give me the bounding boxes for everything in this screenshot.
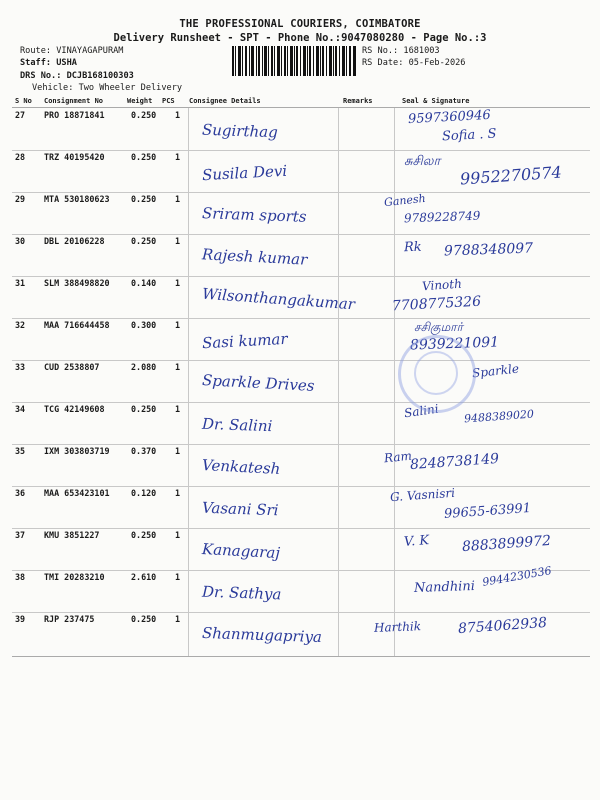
row-consignment: TCG 42149608 (44, 404, 105, 414)
table-row (12, 528, 590, 571)
rs-date: RS Date: 05-Feb-2026 (362, 58, 466, 68)
row-signature: Rk (403, 239, 422, 256)
row-signature: Sparkle (471, 361, 520, 381)
row-consignment: MAA 653423101 (44, 488, 110, 498)
row-weight: 2.080 (131, 362, 157, 372)
row-weight: 0.250 (131, 110, 157, 120)
table-row (12, 444, 590, 487)
row-phone-handwriting: 99655-63991 (443, 500, 532, 523)
table-row (12, 612, 590, 654)
row-weight: 0.250 (131, 194, 157, 204)
row-sno: 34 (15, 404, 26, 414)
table-row (12, 318, 590, 361)
row-pcs: 1 (175, 278, 181, 288)
table-row (12, 150, 590, 193)
col-consignee-header: Consignee Details (189, 97, 261, 105)
col-consignment-header: Consignment No (44, 97, 104, 105)
row-consignee-handwriting: Kanagaraj (201, 539, 281, 563)
row-signature: Salini (403, 401, 440, 421)
row-sno: 29 (15, 194, 26, 204)
row-consignee-handwriting: Sriram sports (201, 204, 307, 226)
row-consignee-handwriting: Shanmugapriya (201, 623, 323, 647)
row-consignment: SLM 388498820 (44, 278, 110, 288)
staff-label: Staff: USHA (20, 58, 77, 68)
row-sno: 31 (15, 278, 26, 288)
row-phone-handwriting: 9788348097 (443, 240, 534, 260)
runsheet-subtitle: Delivery Runsheet - SPT - Phone No.:9047080280 - Page No.:3 (113, 32, 487, 44)
row-weight: 0.250 (131, 152, 157, 162)
row-sno: 32 (15, 320, 26, 330)
row-signature: 9597360946 (407, 107, 492, 128)
table-row (12, 276, 590, 319)
row-phone-handwriting: 9789228749 (403, 208, 481, 226)
table-row (12, 234, 590, 277)
row-signature: Nandhini (413, 578, 476, 597)
col-pcs-header: PCS (162, 97, 175, 105)
row-weight: 0.250 (131, 236, 157, 246)
row-phone-handwriting: 9488389020 (463, 407, 535, 426)
row-signature: சுசிலா (404, 154, 441, 169)
row-sno: 39 (15, 614, 26, 624)
row-consignment: TMI 20283210 (44, 572, 105, 582)
row-sno: 28 (15, 152, 26, 162)
runsheet-table (12, 107, 590, 657)
row-sno: 33 (15, 362, 26, 372)
row-consignee-handwriting: Susila Devi (201, 161, 288, 185)
row-signature: Ganesh (383, 191, 427, 210)
row-phone-handwriting: Sofia . S (441, 126, 497, 145)
row-consignment: KMU 3851227 (44, 530, 100, 540)
row-consignee-handwriting: Sugirthag (201, 120, 279, 142)
row-consignment: CUD 2538807 (44, 362, 100, 372)
row-phone-handwriting: 8939221091 (409, 334, 500, 354)
row-signature: V. K (403, 533, 430, 550)
row-phone-handwriting: 8883899972 (461, 532, 552, 556)
row-pcs: 1 (175, 530, 181, 540)
row-pcs: 1 (175, 488, 181, 498)
table-row (12, 360, 590, 403)
row-weight: 0.300 (131, 320, 157, 330)
row-consignee-handwriting: Venkatesh (201, 455, 281, 479)
row-signature: Ram (383, 448, 413, 466)
drs-number: DRS No.: DCJB168100303 (20, 71, 134, 81)
row-weight: 0.140 (131, 278, 157, 288)
row-consignee-handwriting: Vasani Sri (201, 498, 279, 520)
table-row (12, 402, 590, 445)
row-signature: G. Vasnisri (389, 485, 456, 505)
row-pcs: 1 (175, 320, 181, 330)
row-consignee-handwriting: Wilsonthangakumar (201, 284, 356, 314)
row-weight: 0.250 (131, 404, 157, 414)
col-remarks-header: Remarks (343, 97, 373, 105)
row-weight: 0.120 (131, 488, 157, 498)
row-pcs: 1 (175, 110, 181, 120)
row-phone-handwriting: 9944230536 (481, 564, 553, 589)
row-signature: Vinoth (421, 276, 463, 294)
row-consignment: MTA 530180623 (44, 194, 110, 204)
col-weight-header: Weight (127, 97, 153, 105)
row-consignment: DBL 20106228 (44, 236, 105, 246)
row-consignment: IXM 303803719 (44, 446, 110, 456)
barcode-image (232, 46, 356, 76)
col-sno-header: S No (15, 97, 32, 105)
row-consignment: MAA 716644458 (44, 320, 110, 330)
company-title: THE PROFESSIONAL COURIERS, COIMBATORE (179, 18, 421, 30)
row-sno: 27 (15, 110, 26, 120)
row-phone-handwriting: 8248738149 (409, 450, 500, 474)
row-weight: 2.610 (131, 572, 157, 582)
row-pcs: 1 (175, 236, 181, 246)
row-weight: 0.250 (131, 614, 157, 624)
row-pcs: 1 (175, 446, 181, 456)
row-weight: 0.370 (131, 446, 157, 456)
table-row (12, 486, 590, 529)
row-sno: 35 (15, 446, 26, 456)
row-consignee-handwriting: Dr. Salini (201, 414, 273, 436)
row-phone-handwriting: 8754062938 (457, 614, 548, 638)
row-sno: 37 (15, 530, 26, 540)
table-row (12, 564, 590, 613)
row-pcs: 1 (175, 572, 181, 582)
route-label: Route: VINAYAGAPURAM (20, 46, 124, 56)
row-pcs: 1 (175, 404, 181, 414)
table-row (12, 108, 590, 151)
row-consignee-handwriting: Sasi kumar (201, 329, 288, 353)
row-phone-handwriting: 9952270574 (459, 162, 563, 189)
row-consignment: PRO 18871841 (44, 110, 105, 120)
row-pcs: 1 (175, 194, 181, 204)
col-seal-header: Seal & Signature (402, 97, 470, 105)
table-row (12, 192, 590, 235)
row-pcs: 1 (175, 362, 181, 372)
row-pcs: 1 (175, 614, 181, 624)
row-pcs: 1 (175, 152, 181, 162)
vehicle-label: Vehicle: Two Wheeler Delivery (32, 83, 183, 93)
row-phone-handwriting: 7708775326 (391, 293, 482, 315)
row-sno: 36 (15, 488, 26, 498)
row-consignment: RJP 237475 (44, 614, 95, 624)
row-sno: 30 (15, 236, 26, 246)
row-consignee-handwriting: Rajesh kumar (201, 245, 308, 269)
row-consignee-handwriting: Sparkle Drives (201, 371, 315, 395)
seal-stamp-inner (414, 351, 458, 395)
rs-number: RS No.: 1681003 (362, 46, 440, 56)
row-consignment: TRZ 40195420 (44, 152, 105, 162)
row-consignee-handwriting: Dr. Sathya (201, 582, 282, 604)
row-signature: Harthik (373, 619, 422, 635)
row-sno: 38 (15, 572, 26, 582)
row-weight: 0.250 (131, 530, 157, 540)
row-signature: சசிகுமார் (414, 320, 463, 334)
